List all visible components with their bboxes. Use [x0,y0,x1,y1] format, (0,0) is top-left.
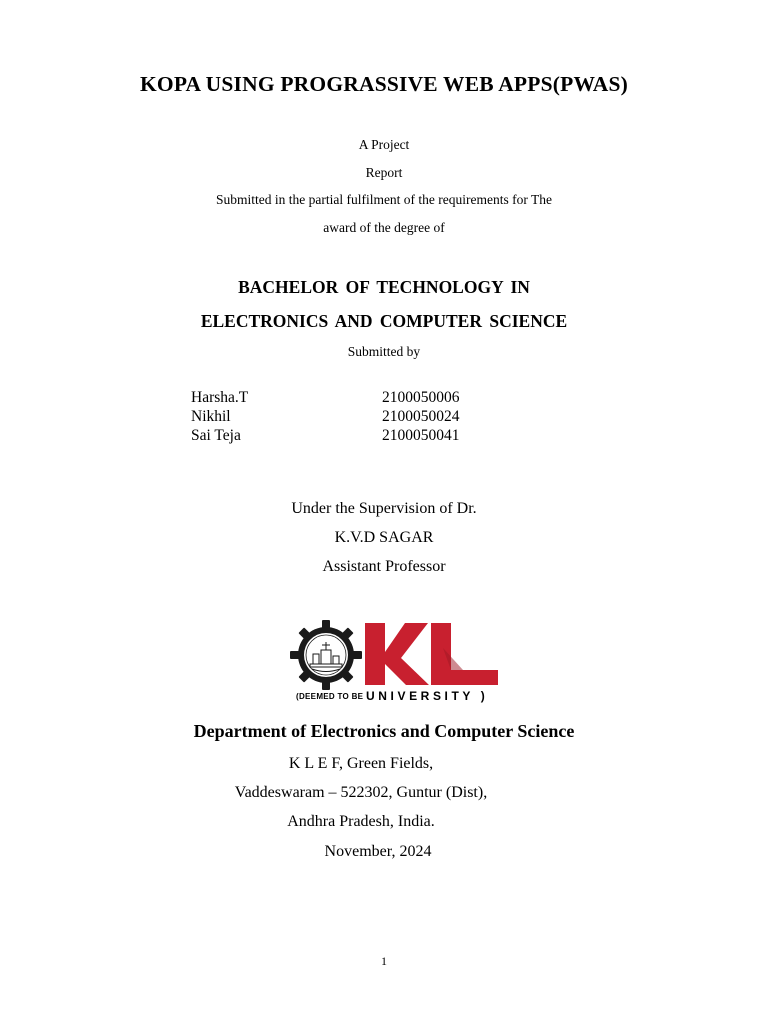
gear-emblem-icon [290,620,362,690]
address-line-1: K L E F, Green Fields, [288,755,434,772]
student-id: 2100050024 [382,408,460,425]
submitted-by-label: Submitted by [347,344,421,359]
degree-line-1: BACHELOR OF TECHNOLOGY IN [238,277,530,297]
logo-university-text: UNIVERSITY ) [366,689,489,703]
degree-line-2: ELECTRONICS AND COMPUTER SCIENCE [200,311,568,331]
student-name: Harsha.T [191,389,249,406]
supervision-line-1: Under the Supervision of Dr. [291,500,477,517]
intro-line-3: Submitted in the partial fulfilment of the requirements for The [215,192,553,207]
intro-line-4: award of the degree of [323,220,445,235]
kl-letters-icon [365,623,498,685]
page-number: 1 [381,954,387,968]
kl-university-logo [288,618,502,706]
student-id: 2100050041 [382,427,460,444]
student-name: Sai Teja [191,427,241,444]
submission-date: November, 2024 [324,843,432,860]
address-line-2: Vaddeswaram – 522302, Guntur (Dist), [234,784,488,801]
supervisor-title: Assistant Professor [322,558,446,575]
logo-deemed-text: (DEEMED TO BE [296,692,364,701]
document-title: KOPA USING PROGRASSIVE WEB APPS(PWAS) [139,72,629,96]
address-line-3: Andhra Pradesh, India. [287,813,435,830]
student-name: Nikhil [191,408,231,425]
student-id: 2100050006 [382,389,460,406]
supervisor-name: K.V.D SAGAR [334,529,434,546]
intro-line-1: A Project [358,137,410,152]
intro-line-2: Report [365,165,403,180]
department-name: Department of Electronics and Computer Science [193,721,575,741]
